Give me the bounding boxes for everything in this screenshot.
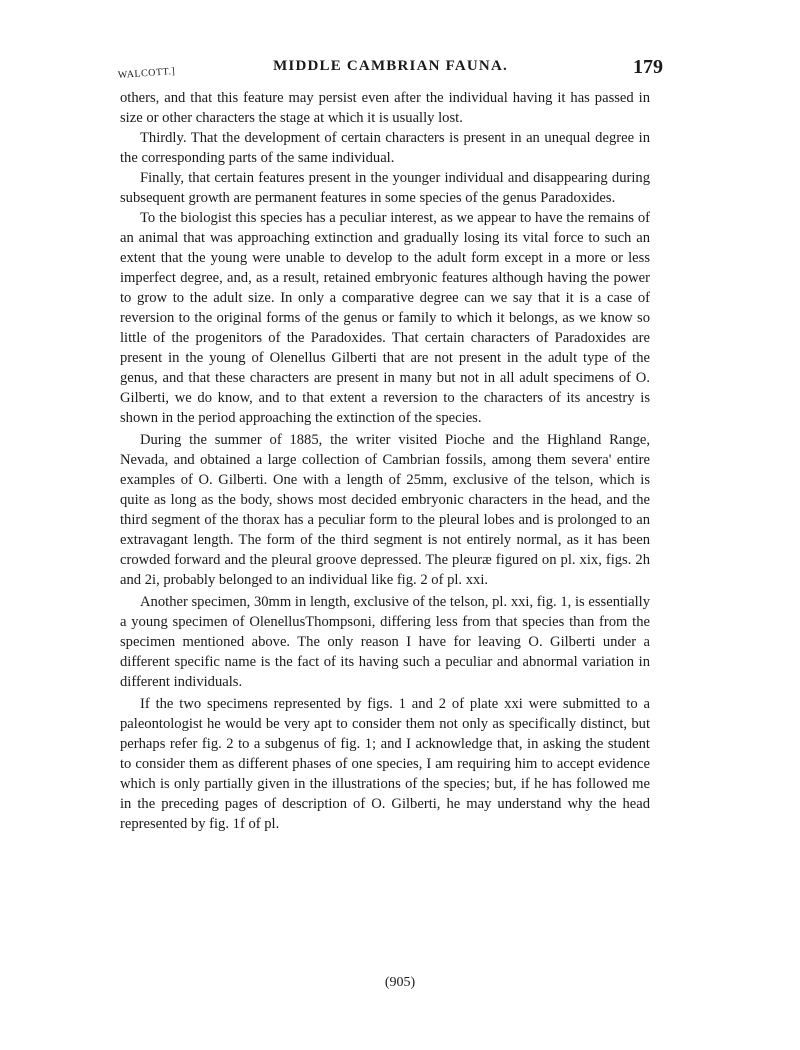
paragraph-summer-1885: During the summer of 1885, the writer visited Pioche and the Highland Range, Nevada, and obtained a large collection of Cambrian fossils, among them severa' entire examples of O. Gilberti. One with a length of 25mm, exclusive of the telson, which is quite as long as the body, shows most decided embryonic characters in the head, and the third segment of the thorax has a peculiar form to the pleural lobes and is prolonged to an extravagant length. The form of the third segment is not entirely normal, as it has been crowded forward and the pleural groove depressed. The pleuræ figured on pl. xix, figs. 2h and 2i, probably belonged to an individual like fig. 2 of pl. xxi. — [120, 432, 650, 588]
running-head-title: MIDDLE CAMBRIAN FAUNA. — [273, 58, 508, 74]
paragraph-thirdly: Thirdly. That the development of certain characters is present in an unequal degree in the corresponding parts of the same individual. — [120, 130, 650, 166]
body-text — [120, 88, 650, 968]
paragraph-finally: Finally, that certain features present in the younger individual and disappearing during subsequent growth are permanent features in some species of the genus Paradoxides. — [120, 170, 650, 206]
paragraph-continued: others, and that this feature may persist even after the individual having it has passed in size or other characters the stage at which it is usually lost. — [120, 90, 650, 126]
paragraph-biologist: To the biologist this species has a peculiar interest, as we appear to have the remains of an animal that was approaching extinction and gradually losing its vital force to such an extent that the young were unable to develop to the adult form except in a more or less imperfect degree, and, as a result, retained embryonic features although having the power to grow to the adult size. In only a comparative degree can we say that it is a case of reversion to the original forms of the genus or family to which it belongs, as we know so little of the progenitors of the Paradoxides. That certain characters of Paradoxides are present in the young of Olenellus Gilberti that are not present in the adult type of the genus, and that these characters are present in many but not in all adult specimens of O. Gilberti, we do know, and to that extent a reversion to the characters of its ancestry is shown in the period approaching the extinction of the species. — [120, 210, 650, 426]
paragraph-two-specimens: If the two specimens represented by figs. 1 and 2 of plate xxi were submitted to a paleontologist he would be very apt to consider them not only as specifically distinct, but perhaps refer fig. 2 to a subgenus of fig. 1; and I acknowledge that, in asking the student to consider them as different phases of one species, I am requiring him to accept evidence which is only partially given in the illustrations of the species; but, if he has followed me in the preceding pages of description of O. Gilberti, he may understand why the head represented by fig. 1f of pl. — [120, 696, 650, 832]
running-head-author: WALCOTT.] — [117, 66, 176, 81]
page-number: 179 — [633, 56, 663, 78]
series-page-number: (905) — [384, 975, 416, 990]
running-head — [118, 58, 663, 88]
paragraph-another-specimen: Another specimen, 30mm in length, exclusive of the telson, pl. xxi, fig. 1, is essentially a young specimen of OlenellusThompsoni, differing less from that species than from the specimen mentioned above. The only reason I have for leaving O. Gilberti under a different specific name is the fact of its having such a peculiar and abnormal variation in different individuals. — [120, 594, 650, 690]
